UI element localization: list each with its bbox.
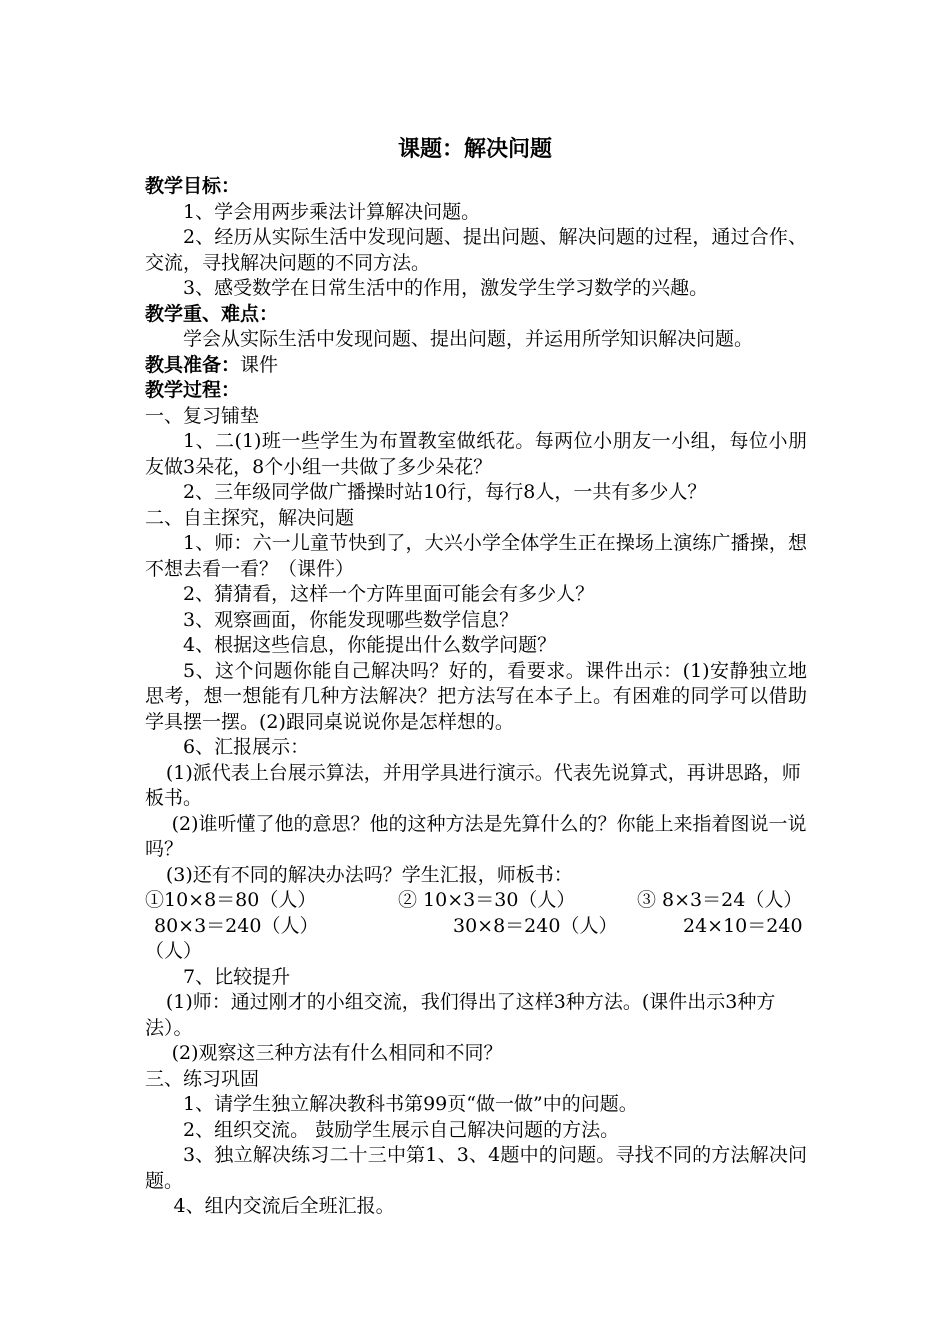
section-item: 2、组织交流。 鼓励学生展示自己解决问题的方法。 <box>183 1118 620 1141</box>
equation-row <box>145 888 807 914</box>
section-item: 4、根据这些信息，你能提出什么数学问题？ <box>183 634 557 656</box>
equation: 24×10＝240 <box>683 914 803 937</box>
goal-item: 3、感受数学在日常生活中的作用，激发学生学习数学的兴趣。 <box>183 277 709 299</box>
section-item: 4、组内交流后全班汇报。 <box>173 1195 395 1217</box>
section-item: 1、二(1)班一些学生为布置教室做纸花。每两位小朋友一小组，每位小朋友做3朵花，8个小组一共做了多少朵花？ <box>145 430 807 478</box>
section-heading: 二、自主探究，解决问题 <box>145 506 355 529</box>
equation: ①10×8＝80（人） <box>145 889 317 911</box>
report-item: (3)还有不同的解决办法吗？学生汇报，师板书： <box>165 863 573 886</box>
goal-item: 2、经历从实际生活中发现问题、提出问题、解决问题的过程，通过合作、交流，寻找解决问题的不同方法。 <box>145 226 807 274</box>
goals-heading: 教学目标： <box>145 175 241 197</box>
equation: ② 10×3＝30（人） <box>398 889 576 911</box>
section-item: 7、比较提升 <box>183 965 291 988</box>
section-item: 6、汇报展示： <box>183 736 310 758</box>
equation: ③ 8×3＝24（人） <box>637 889 803 911</box>
report-item: (2)谁听懂了他的意思？他的这种方法是先算什么的？你能上来指着图说一说吗？ <box>145 812 807 860</box>
section-item: 2、三年级同学做广播操时站10行，每行8人，一共有多少人？ <box>183 481 707 503</box>
equation: 30×8＝240（人） <box>453 914 618 937</box>
report-item: (1)师：通过刚才的小组交流，我们得出了这样3种方法。(课件出示3种方法）。 <box>145 991 776 1039</box>
section-item: 1、师：六一儿童节快到了，大兴小学全体学生正在操场上演练广播操，想不想去看一看？（课件） <box>145 532 807 580</box>
process-heading: 教学过程： <box>145 379 241 401</box>
equation-row <box>145 914 807 940</box>
section-item: 1、请学生独立解决教科书第99页“做一做”中的问题。 <box>183 1093 638 1115</box>
tools-text: 课件 <box>240 353 279 376</box>
key-text: 学会从实际生活中发现问题、提出问题，并运用所学知识解决问题。 <box>183 328 754 350</box>
tools-line <box>145 353 807 379</box>
equation: 80×3＝240（人） <box>154 914 319 937</box>
tools-heading: 教具准备： <box>145 353 241 376</box>
document-body <box>145 174 807 1220</box>
page-title: 课题：解决问题 <box>397 137 552 162</box>
goal-item: 1、学会用两步乘法计算解决问题。 <box>183 200 481 223</box>
key-heading: 教学重、难点： <box>145 302 279 325</box>
section-heading: 三、练习巩固 <box>145 1067 260 1090</box>
section-item: 5、这个问题你能自己解决吗？好的，看要求。课件出示：(1)安静独立地思考，想一想能有几种方法解决？把方法写在本子上。有困难的同学可以借助学具摆一摆。(2)跟同桌说说你是怎样想的。 <box>145 659 807 733</box>
section-item: 2、猜猜看，这样一个方阵里面可能会有多少人？ <box>183 583 595 605</box>
section-item: 3、观察画面，你能发现哪些数学信息？ <box>183 608 519 631</box>
section-heading: 一、复习铺垫 <box>145 404 260 427</box>
section-item: 3、独立解决练习二十三中第1、3、4题中的问题。寻找不同的方法解决问题。 <box>145 1144 807 1192</box>
report-item: (2)观察这三种方法有什么相同和不同？ <box>171 1042 503 1064</box>
report-item: (1)派代表上台展示算法，并用学具进行演示。代表先说算式，再讲思路，师板书。 <box>145 761 801 809</box>
equation-continuation: （人） <box>145 940 203 962</box>
